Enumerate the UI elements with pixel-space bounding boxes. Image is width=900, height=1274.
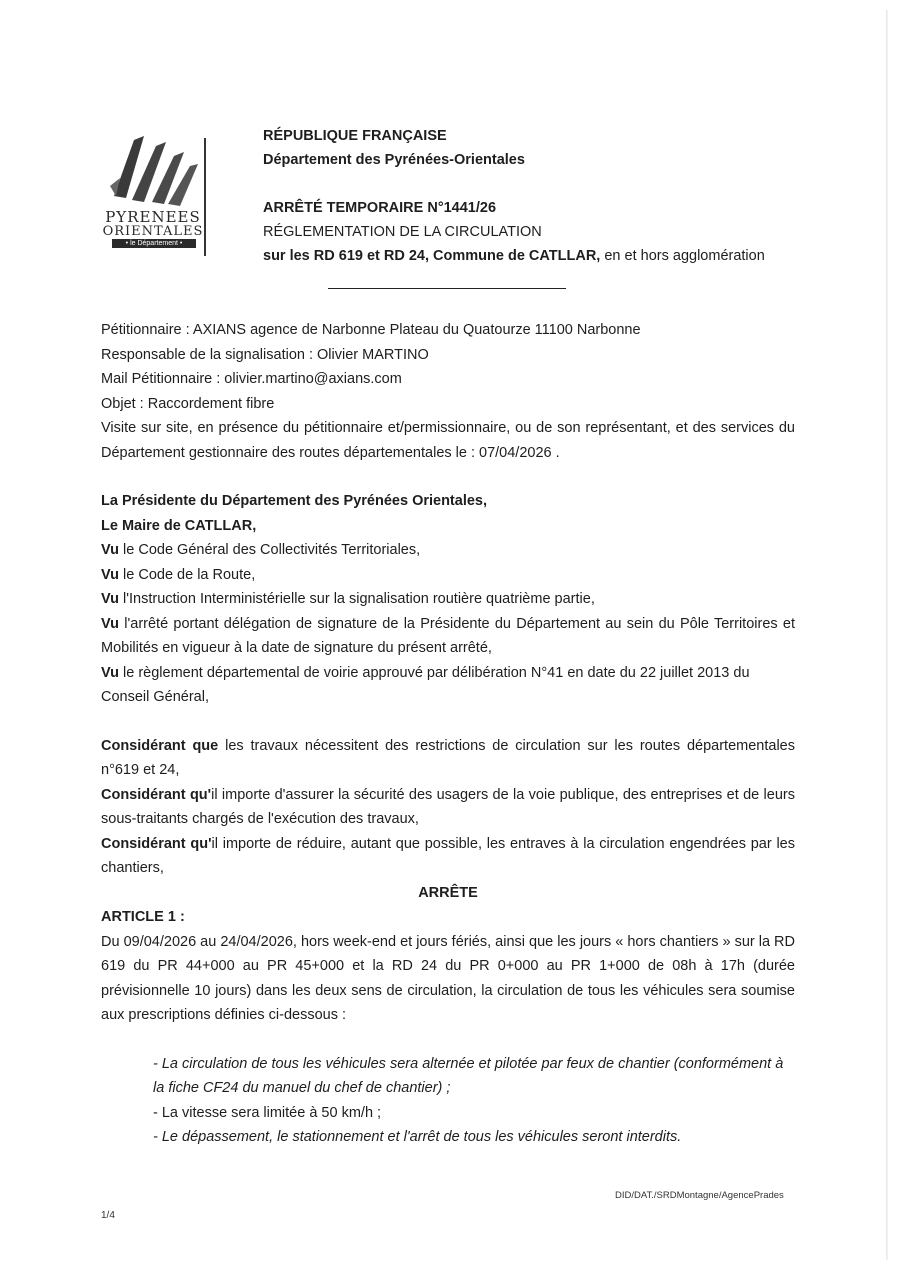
prescriptions-list	[153, 1052, 795, 1150]
logo-text-pyrenees: PYRENEES	[105, 208, 201, 226]
republic-title: RÉPUBLIQUE FRANÇAISE	[263, 128, 447, 144]
petitionnaire-line: Pétitionnaire : AXIANS agence de Narbonne Plateau du Quatourze 11100 Narbonne	[101, 322, 641, 338]
document-body	[101, 318, 795, 1150]
mail-line: Mail Pétitionnaire : olivier.martino@axians.com	[101, 371, 402, 387]
considerant-item: Considérant qu'il importe de réduire, autant que possible, les entraves à la circulation engendrées par les chantiers,	[101, 835, 795, 876]
claw-marks-icon	[104, 126, 204, 206]
visite-paragraph: Visite sur site, en présence du pétitionnaire et/permissionnaire, ou de son représentant, et des services du Département gestionnaire des routes départementales le : 07/04/2026 .	[101, 420, 795, 461]
article1-text: Du 09/04/2026 au 24/04/2026, hors week-end et jours fériés, ainsi que les jours « hors chantiers » sur la RD 619 du PR 44+000 au PR 45+000 et la RD 24 du PR 0+000 au PR 1+000 de 08h à 17h (durée prévisionnelle 10 jours) dans les deux sens de circulation, la circulation de tous les véhicules sera soumise aux prescriptions définies ci-dessous :	[101, 933, 795, 1023]
logo-divider	[204, 138, 206, 256]
article1-title: ARTICLE 1 :	[101, 909, 185, 925]
footer-reference: DID/DAT./SRDMontagne/AgencePrades	[615, 1190, 784, 1201]
vu-item: Vu l'arrêté portant délégation de signature de la Présidente du Département au sein du Pôle Territoires et Mobilités en vigueur à la date de signature du présent arrêté,	[101, 615, 795, 656]
department-title: Département des Pyrénées-Orientales	[263, 152, 525, 168]
vu-item: Vu le Code de la Route,	[101, 566, 256, 583]
objet-line: Objet : Raccordement fibre	[101, 395, 275, 412]
logo-text-departement: • le Département •	[112, 239, 196, 248]
prescription-item: - La circulation de tous les véhicules sera alternée et pilotée par feux de chantier (conformément à la fiche CF24 du manuel du chef de chantier) ;	[153, 1055, 784, 1096]
page-edge	[886, 10, 888, 1260]
vu-item: Vu l'Instruction Interministérielle sur la signalisation routière quatrième partie,	[101, 591, 595, 607]
prescription-item: - La vitesse sera limitée à 50 km/h ;	[153, 1104, 382, 1121]
location-rest: en et hors agglomération	[600, 248, 765, 264]
page-number: 1/4	[101, 1210, 115, 1221]
prescription-item: - Le dépassement, le stationnement et l'arrêt de tous les véhicules seront interdits.	[153, 1129, 682, 1145]
document-header	[263, 124, 765, 268]
arrete-heading: ARRÊTE	[418, 884, 478, 901]
responsable-line: Responsable de la signalisation : Olivier MARTINO	[101, 346, 429, 363]
header-separator	[328, 288, 566, 289]
department-logo	[100, 126, 208, 256]
considerant-item: Considérant que les travaux nécessitent des restrictions de circulation sur les routes départementales n°619 et 24,	[101, 737, 795, 778]
arrete-location	[263, 244, 765, 268]
presidente-line: La Présidente du Département des Pyrénées Orientales,	[101, 493, 488, 509]
vu-item: Vu le Code Général des Collectivités Territoriales,	[101, 542, 421, 558]
arrete-number: ARRÊTÉ TEMPORAIRE N°1441/26	[263, 200, 497, 216]
logo-text-orientales: ORIENTALES	[102, 224, 204, 239]
location-bold: sur les RD 619 et RD 24, Commune de CATLLAR,	[263, 248, 601, 264]
maire-line: Le Maire de CATLLAR,	[101, 517, 257, 534]
vu-item: Vu le règlement départemental de voirie approuvé par délibération N°41 en date du 22 juillet 2013 du Conseil Général,	[101, 664, 750, 705]
considerant-item: Considérant qu'il importe d'assurer la sécurité des usagers de la voie publique, des entreprises et de leurs sous-traitants chargés de l'exécution des travaux,	[101, 786, 795, 827]
arrete-subject: RÉGLEMENTATION DE LA CIRCULATION	[263, 224, 542, 240]
